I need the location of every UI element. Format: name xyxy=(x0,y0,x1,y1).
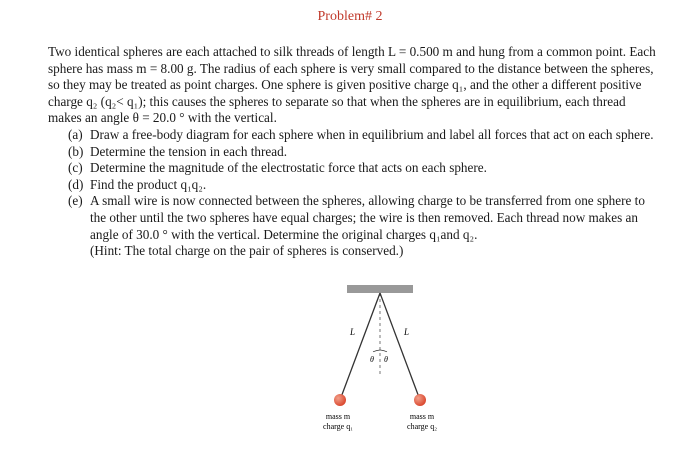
problem-body xyxy=(48,44,658,260)
part-c xyxy=(48,160,658,177)
left-charge-label: charge q₁ xyxy=(323,422,353,431)
hint xyxy=(48,243,658,260)
problem-parts xyxy=(48,127,658,260)
right-mass-label: mass m xyxy=(409,412,435,421)
part-text: Determine the magnitude of the electrostatic force that acts on each sphere. xyxy=(90,160,487,176)
part-text: Determine the tension in each thread. xyxy=(90,143,288,159)
sphere-right xyxy=(414,394,426,406)
part-label: (e) xyxy=(68,193,83,209)
part-e xyxy=(48,193,658,243)
right-charge-label: charge q₂ xyxy=(407,422,437,431)
problem-intro: Two identical spheres are each attached to silk threads of length L = 0.500 m and hung from a common point. Each sphere has mass m = 8.00 g. The radius of each sphere is very small compared to the distance between the spheres, so they may be treated as point charges. One sphere is given positive charge q₁, and the other a different positive charge q₂ (q₂< q₁); this causes the spheres to separate so that when the spheres are in equilibrium, each thread makes an angle θ = 20.0 ° with the vertical. xyxy=(48,44,656,126)
part-label: (c) xyxy=(68,160,83,176)
angle-label-left: θ xyxy=(370,355,374,364)
part-d xyxy=(48,177,658,194)
left-mass-label: mass m xyxy=(325,412,351,421)
thread-label-left: L xyxy=(350,327,356,337)
part-text: A small wire is now connected between the spheres, allowing charge to be transferred from one sphere to the other until the two spheres have equal charges; the wire is then removed. Each thread now makes an angle of 30.0 ° with the vertical. Determine the original charges q₁and q₂. xyxy=(90,193,645,242)
angle-label-right: θ xyxy=(384,355,388,364)
angle-arc-right xyxy=(380,350,387,352)
sphere-left xyxy=(334,394,346,406)
part-label: (a) xyxy=(68,126,83,142)
part-text: Find the product q₁q₂. xyxy=(90,176,207,192)
thread-right xyxy=(380,293,420,400)
part-b xyxy=(48,144,658,161)
thread-left xyxy=(340,293,380,400)
angle-arc-left xyxy=(373,350,380,352)
part-a xyxy=(48,127,658,144)
pendulum-svg xyxy=(300,280,460,460)
hint-text: (Hint: The total charge on the pair of spheres is conserved.) xyxy=(90,243,404,259)
part-label: (b) xyxy=(68,143,84,159)
thread-label-right: L xyxy=(404,327,410,337)
pendulum-diagram xyxy=(300,280,460,460)
part-text: Draw a free-body diagram for each sphere when in equilibrium and label all forces that act on each sphere. xyxy=(90,126,654,142)
problem-title: Problem# 2 xyxy=(317,9,383,24)
part-label: (d) xyxy=(68,176,84,192)
ceiling-support xyxy=(347,285,413,293)
